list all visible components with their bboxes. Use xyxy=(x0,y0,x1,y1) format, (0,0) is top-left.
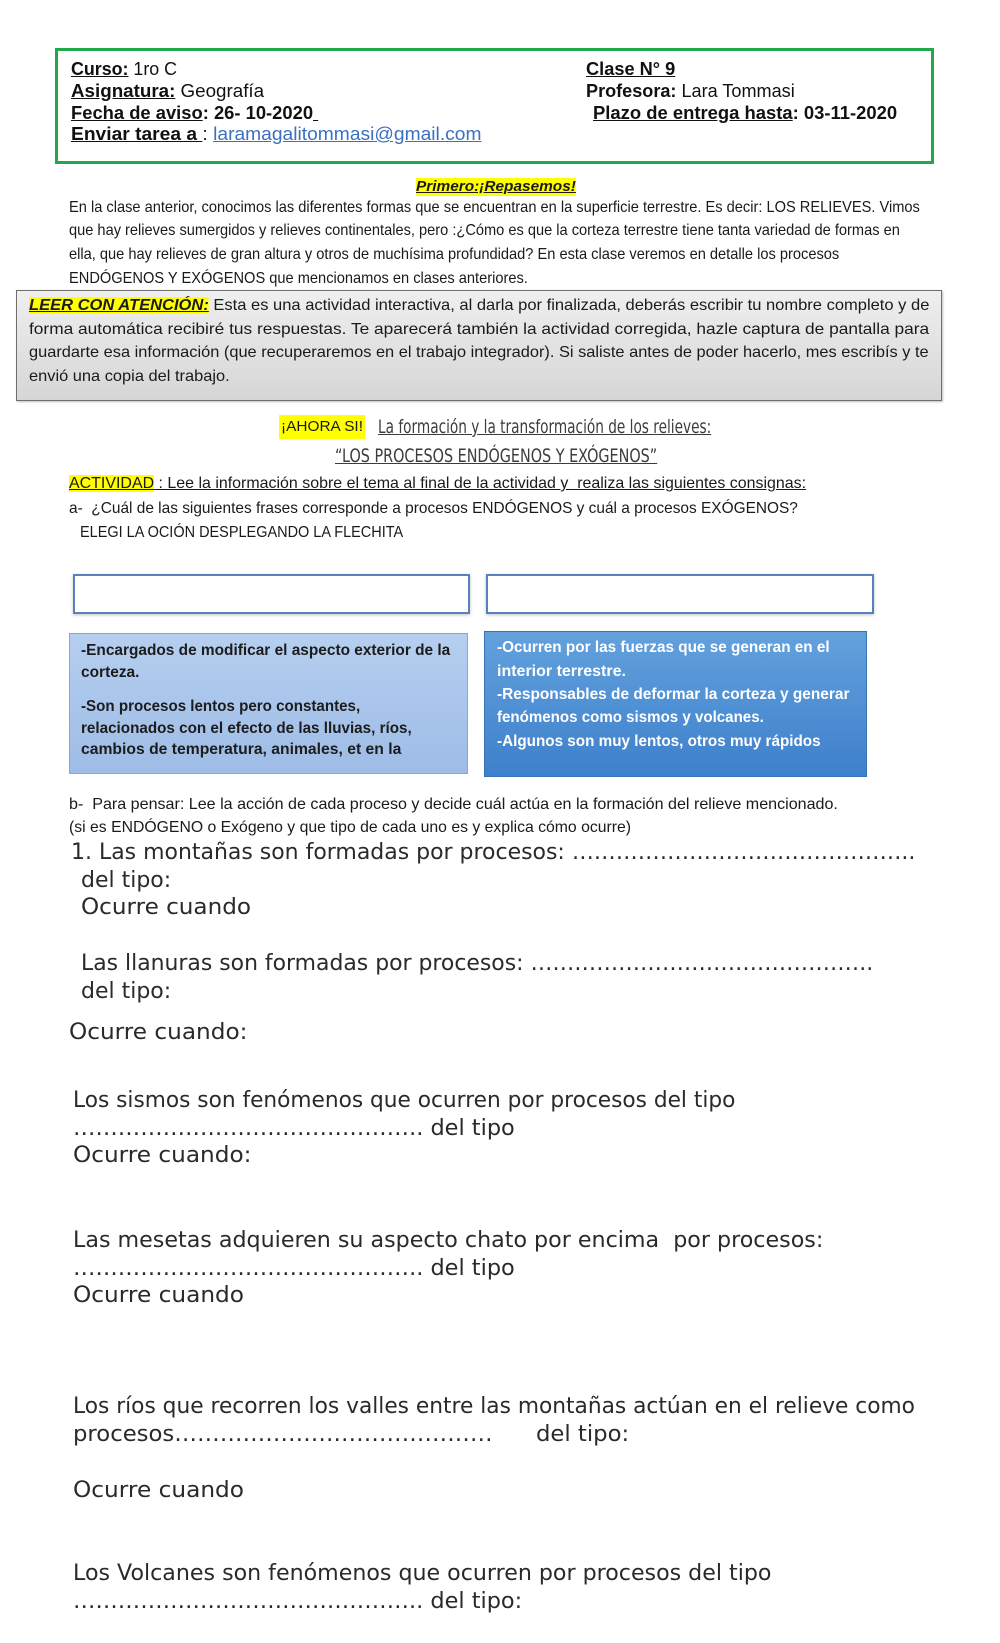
course-line xyxy=(71,58,177,80)
class-number-line xyxy=(586,58,675,80)
question-b-note: (si es ENDÓGENO o Exógeno y que tipo de cada uno es y explica cómo ocurre) xyxy=(69,819,632,836)
process-card-right xyxy=(484,631,867,777)
card-left-line: -Encargados de modificar el aspecto exterior de la xyxy=(81,642,451,659)
subject-line xyxy=(71,80,264,102)
notice-label: LEER CON ATENCIÓN: xyxy=(29,297,209,314)
prompt-type: ……………………………………….. del tipo xyxy=(73,1116,515,1141)
card-right-line: interior terrestre. xyxy=(497,663,626,680)
prompt-type: del tipo: xyxy=(81,979,172,1004)
notice-line: envió una copia del trabajo. xyxy=(29,368,230,385)
prompt-plateaus: Las mesetas adquieren su aspecto chato por encima por procesos: xyxy=(73,1228,824,1253)
prompt-mountains xyxy=(71,839,915,867)
prompt-occurs-when: Ocurre cuando xyxy=(73,1283,244,1308)
question-b: b- Para pensar: Lee la acción de cada proceso y decide cuál actúa en la formación del relieve mencionado. xyxy=(69,796,838,813)
email-link[interactable]: laramagalitommasi@gmail.com xyxy=(213,124,482,144)
review-paragraph-line: que hay relieves sumergidos y relieves continentales, pero :¿Cómo es que la corteza terrestre tiene tanta variedad de formas en xyxy=(69,222,900,239)
prompt-type: ……………………………………….. del tipo xyxy=(73,1256,515,1281)
prompt-occurs-when: Ocurre cuando xyxy=(73,1478,244,1503)
teacher-line xyxy=(586,80,795,102)
card-left-line: -Son procesos lentos pero constantes, xyxy=(81,698,361,715)
card-left-line: corteza. xyxy=(81,664,140,681)
activity-label: ACTIVIDAD xyxy=(69,475,155,492)
prompt-earthquakes: Los sismos son fenómenos que ocurren por procesos del tipo xyxy=(73,1088,736,1113)
card-right-line: -Responsables de deformar la corteza y generar xyxy=(497,686,850,703)
notice-line xyxy=(29,295,929,317)
notice-date-value: : 26- 10-2020 xyxy=(202,103,314,123)
question-a: a- ¿Cuál de las siguientes frases corresponde a procesos ENDÓGENOS y cuál a procesos EXÓGENOS? xyxy=(69,500,798,517)
send-to-separator: : xyxy=(202,124,214,144)
notice-line: forma automática recibiré tus respuestas. Te aparecerá también la actividad corregida, hazle captura de pantalla para xyxy=(29,321,930,338)
prompt-occurs-when: Ocurre cuando: xyxy=(73,1143,252,1168)
activity-instruction: : Lee la información sobre el tema al final de la actividad y realiza las siguientes consignas: xyxy=(154,475,807,492)
notice-box xyxy=(16,290,942,401)
review-title: Primero:¡Repasemos! xyxy=(416,178,576,195)
notice-line: guardarte esa información (que recuperaremos en el trabajo integrador). Si saliste antes de poder hacerlo, mes escribís y te xyxy=(29,344,929,361)
prompt-plains: Las llanuras son formadas por procesos: ……………………………………….. xyxy=(81,951,874,976)
class-number-label: Clase N° 9 xyxy=(586,59,676,79)
card-left-line: cambios de temperatura, animales, et en la xyxy=(81,741,402,758)
card-right-line: -Algunos son muy lentos, otros muy rápidos xyxy=(497,733,821,750)
card-right-line: fenómenos como sismos y volcanes. xyxy=(497,709,764,726)
activity-instruction-line xyxy=(69,473,806,495)
notice-date-label: Fecha de aviso xyxy=(71,103,203,123)
section-title: La formación y la transformación de los relieves: xyxy=(378,416,712,438)
prompt-occurs-when: Ocurre cuando: xyxy=(69,1020,248,1045)
prompt-rivers: Los ríos que recorren los valles entre las montañas actúan en el relieve como xyxy=(73,1394,915,1419)
subject-label: Asignatura: xyxy=(71,81,176,101)
prompt-type: del tipo: xyxy=(81,868,172,893)
course-value: 1ro C xyxy=(128,59,178,79)
prompt-type: procesos…………………………………… del tipo: xyxy=(73,1422,630,1447)
card-right-line: -Ocurren por las fuerzas que se generan en el xyxy=(497,639,830,656)
deadline-line xyxy=(593,102,897,124)
answer-dropdown-left[interactable] xyxy=(73,574,470,614)
deadline-label: Plazo de entrega hasta xyxy=(593,103,793,123)
notice-text: Esta es una actividad interactiva, al darla por finalizada, deberás escribir tu nombre completo y de xyxy=(208,297,930,314)
review-paragraph-line: ENDÓGENOS Y EXÓGENOS que mencionamos en clases anteriores. xyxy=(69,270,528,287)
dropdown-hint: ELEGI LA OCIÓN DESPLEGANDO LA FLECHITA xyxy=(80,524,404,541)
teacher-label: Profesora: xyxy=(586,81,677,101)
now-badge: ¡AHORA SI! xyxy=(279,415,365,439)
subject-value: Geografía xyxy=(175,81,265,101)
prompt-volcanoes: Los Volcanes son fenómenos que ocurren por procesos del tipo xyxy=(73,1561,772,1586)
course-label: Curso: xyxy=(71,59,129,79)
review-paragraph-line: En la clase anterior, conocimos las diferentes formas que se encuentran en la superficie terrestre. Es decir: LOS RELIEVES. Vimos xyxy=(69,199,920,216)
send-to-label: Enviar tarea a xyxy=(71,124,203,144)
prompt-occurs-when: Ocurre cuando xyxy=(81,895,251,920)
card-left-line: relacionados con el efecto de las lluvias, ríos, xyxy=(81,720,412,737)
review-paragraph-line: ella, que hay relieves de gran altura y otros de muchísima profundidad? En esta clase veremos en detalle los procesos xyxy=(69,246,840,263)
send-to-line xyxy=(71,123,481,145)
teacher-value: Lara Tommasi xyxy=(676,81,795,101)
prompt-text: Las montañas son formadas por procesos: ……………………………………….. xyxy=(91,840,916,865)
prompt-type: ……………………………………….. del tipo: xyxy=(73,1589,523,1614)
section-subtitle: “LOS PROCESOS ENDÓGENOS Y EXÓGENOS” xyxy=(335,445,658,467)
list-marker: 1. xyxy=(71,840,92,865)
notice-date-line xyxy=(71,102,318,124)
answer-dropdown-right[interactable] xyxy=(486,574,874,614)
process-card-left xyxy=(69,633,468,774)
header-info-box xyxy=(55,48,934,164)
deadline-value: : 03-11-2020 xyxy=(792,103,898,123)
